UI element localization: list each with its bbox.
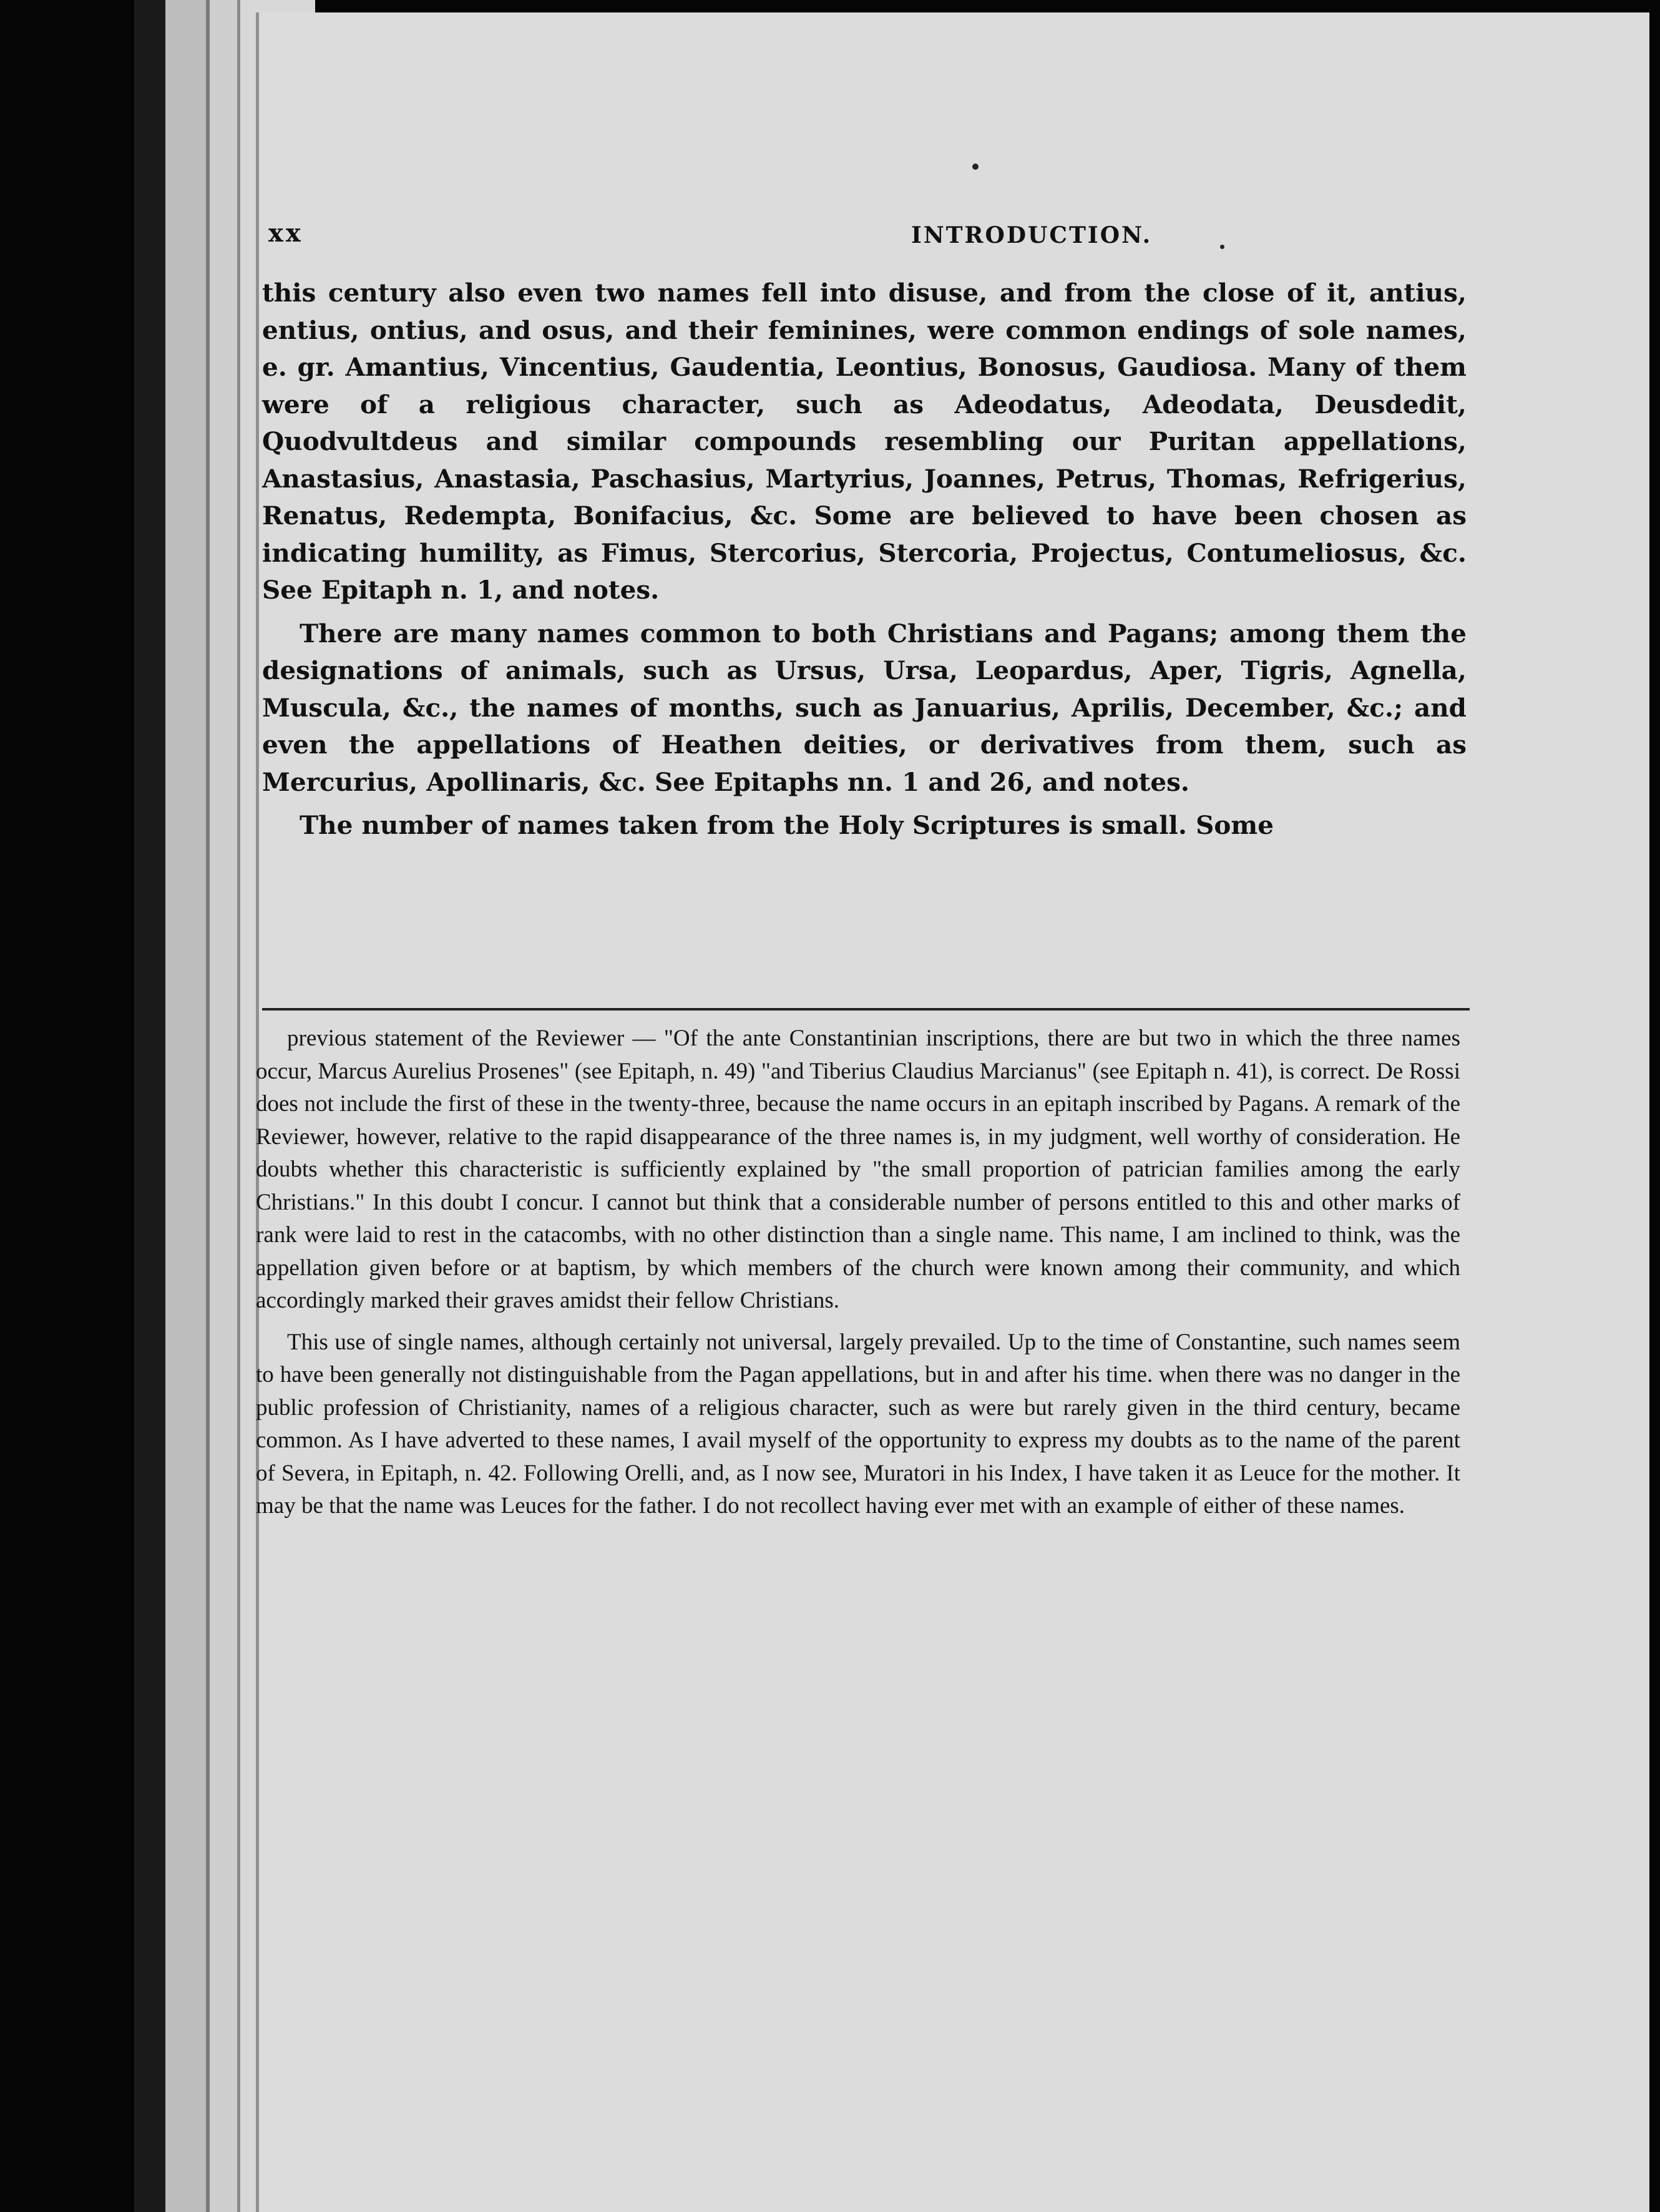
footnote-paragraph: previous statement of the Reviewer — "Of the ante Constantinian inscriptions, there are but two in which the three names occur, Marcus Aurelius Prosenes" (see Epitaph, n. 49) "and Tiberius Claudius Marcianus" (see Epitaph n. 41), is correct. De Rossi does not include the first of these in the twenty-three, because the name occurs in an epitaph inscribed by Pagans. A remark of the Reviewer, however, relative to the rapid disappearance of the three names is, in my judgment, well worthy of consideration. He doubts whether this characteristic is sufficiently explained by "the small proportion of patrician families among the early Christians." In this doubt I concur. I cannot but think that a considerable number of persons entitled to this and other marks of rank were laid to rest in the catacombs, with no other distinction than a single name. This name, I am inclined to think, was the appellation given before or at baptism, by which members of the church were known among their community, and which accordingly marked their graves amidst their fellow Christians.: [256, 1025, 1460, 1313]
footnote-block: [256, 1022, 1460, 1532]
footnote-rule: [262, 1008, 1470, 1011]
page-header: [268, 218, 1467, 256]
body-paragraph: There are many names common to both Christians and Pagans; among them the designations of animals, such as Ursus, Ursa, Leopardus, Aper, Tigris, Agnella, Muscula, &c., the names of months, such as Januarius, Aprilis, December, &c.; and even the appellations of Heathen deities, or derivatives from them, such as Mercurius, Apollinaris, &c. See Epitaphs nn. 1 and 26, and notes.: [262, 618, 1467, 797]
page-number: xx: [268, 218, 303, 248]
footnote-paragraph: This use of single names, although certainly not universal, largely prevailed. Up to the time of Constantine, such names seem to have been generally not distinguishable from the Pagan appellations, but in and after his time. when there was no danger in the public profession of Christianity, names of a religious character, such as were but rarely given in the third century, became common. As I have adverted to these names, I avail myself of the opportunity to express my doubts as to the name of the parent of Severa, in Epitaph, n. 42. Following Orelli, and, as I now see, Muratori in his Index, I have taken it as Leuce for the mother. It may be that the name was Leuces for the father. I do not recollect having ever met with an example of either of these names.: [256, 1329, 1460, 1519]
body-paragraph: The number of names taken from the Holy Scriptures is small. Some: [300, 810, 1274, 840]
running-title: INTRODUCTION.: [911, 222, 1153, 248]
ink-speck: [972, 164, 979, 170]
body-paragraph: this century also even two names fell into disuse, and from the close of it, antius, entius, ontius, and osus, and their feminines, were common endings of sole names, e. gr. Amantius, Vincentius, Gaudentia, Leontius, Bonosus, Gaudiosa. Many of them were of a religious character, such as Adeodatus, Adeodata, Deusdedit, Quodvultdeus and similar compounds resembling our Puritan appellations, Anastasius, Anastasia, Paschasius, Martyrius, Joannes, Petrus, Thomas, Refrigerius, Renatus, Redempta, Bonifacius, &c. Some are believed to have been chosen as indicating humility, as Fimus, Stercorius, Stercoria, Projectus, Contumeliosus, &c. See Epitaph n. 1, and notes.: [262, 278, 1467, 605]
main-text: [262, 275, 1467, 851]
